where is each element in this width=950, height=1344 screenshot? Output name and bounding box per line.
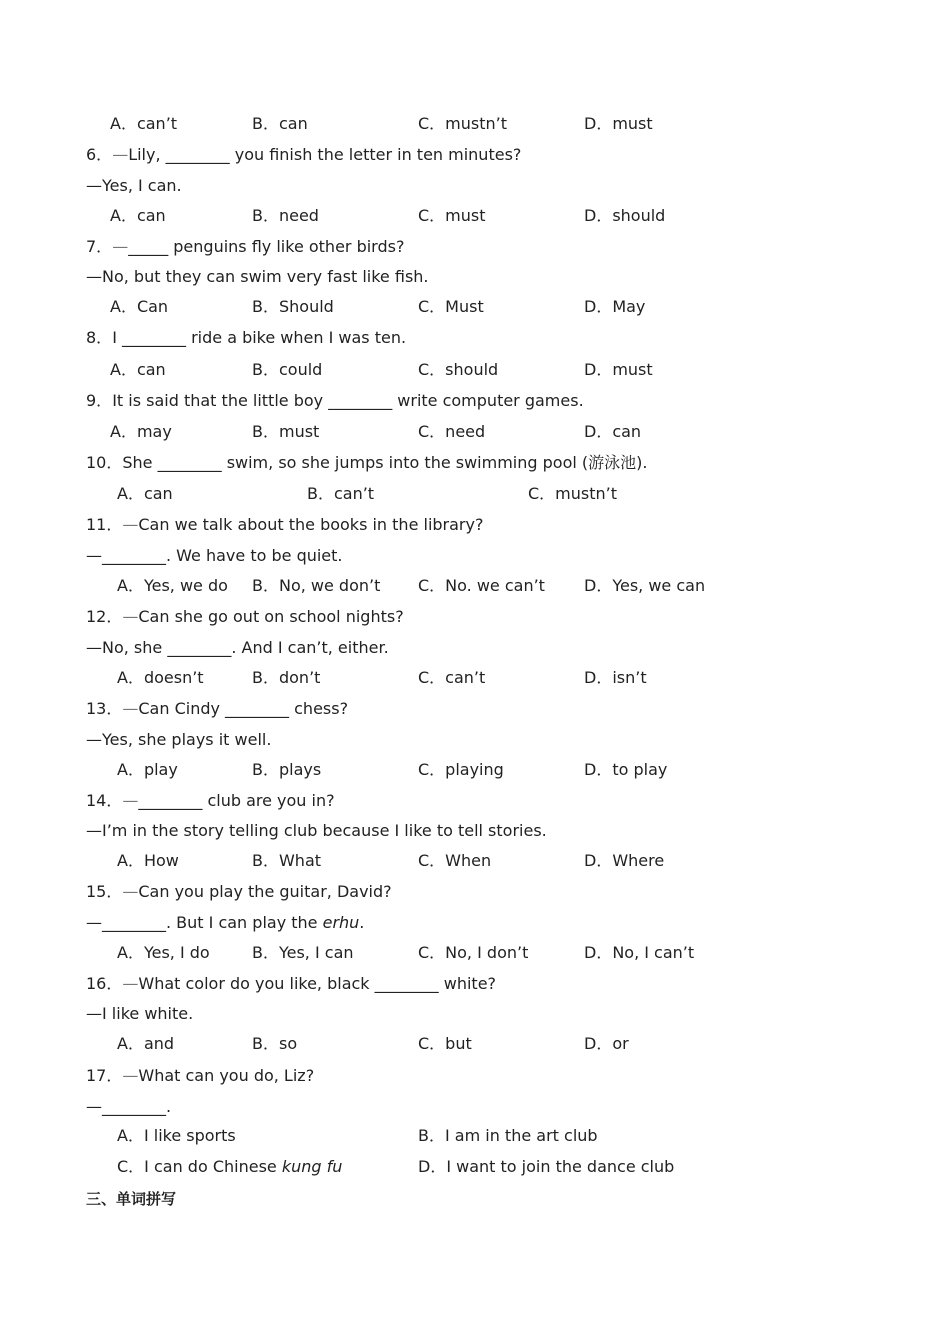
- q11-stem: [86, 515, 483, 535]
- q9-option-d: D．can: [584, 422, 642, 441]
- q15-option-b: B．Yes, I can: [252, 943, 354, 962]
- q9-option-a: A．may: [110, 422, 172, 441]
- q12-option-c: C．can’t: [418, 668, 486, 687]
- q10-option-a: A．can: [117, 484, 173, 503]
- q11-option-c: C．No. we can’t: [418, 576, 545, 595]
- q15-answer-period: .: [359, 913, 365, 932]
- q14-option-d: D．Where: [584, 851, 665, 870]
- q14-option-c: C．When: [418, 851, 492, 870]
- q17-option-c: [117, 1157, 342, 1177]
- q6-option-b: B．need: [252, 206, 319, 225]
- q14-option-b: B．What: [252, 851, 322, 870]
- q16-answer: —I like white.: [86, 1004, 194, 1023]
- q5-option-d: D．must: [584, 114, 653, 133]
- q13-dash: —: [122, 699, 139, 718]
- q13-option-c: C．playing: [418, 760, 504, 779]
- q14-stem: [86, 791, 335, 811]
- q5-option-c: C．mustn’t: [418, 114, 508, 133]
- q17-number: 17．: [86, 1066, 123, 1085]
- q11-number: 11．: [86, 515, 123, 534]
- q15-option-c: C．No, I don’t: [418, 943, 529, 962]
- q8-text: I ________ ride a bike when I was ten.: [112, 328, 407, 347]
- q6-option-d: D．should: [584, 206, 666, 225]
- q14-answer: —I’m in the story telling club because I like to tell stories.: [86, 821, 547, 840]
- q12-stem: [86, 607, 404, 627]
- q6-dash: —: [112, 145, 129, 164]
- q16-option-a: A．and: [117, 1034, 175, 1053]
- q13-option-b: B．plays: [252, 760, 322, 779]
- q14-dash: —: [122, 791, 139, 810]
- q15-dash: —: [122, 882, 139, 901]
- q14-number: 14．: [86, 791, 123, 810]
- q16-option-c: C．but: [418, 1034, 472, 1053]
- q10-option-c: C．mustn’t: [528, 484, 618, 503]
- q10-number: 10．: [86, 453, 123, 472]
- q6-number: 6．: [86, 145, 113, 164]
- q13-text: Can Cindy ________ chess?: [138, 699, 349, 718]
- q16-number: 16．: [86, 974, 123, 993]
- q9-number: 9．: [86, 391, 113, 410]
- q17-option-c-text: C．I can do Chinese: [117, 1157, 282, 1176]
- q8-option-c: C．should: [418, 360, 499, 379]
- q17-option-b: B．I am in the art club: [418, 1126, 598, 1145]
- q12-option-d: D．isn’t: [584, 668, 647, 687]
- q9-stem: [86, 391, 584, 411]
- q5-option-a: A．can’t: [110, 114, 178, 133]
- q15-number: 15．: [86, 882, 123, 901]
- q14-text: ________ club are you in?: [138, 791, 335, 810]
- q7-number: 7．: [86, 237, 113, 256]
- q12-number: 12．: [86, 607, 123, 626]
- q17-text: What can you do, Liz?: [138, 1066, 315, 1085]
- q15-text: Can you play the guitar, David?: [138, 882, 392, 901]
- q13-stem: [86, 699, 348, 719]
- q8-number: 8．: [86, 328, 113, 347]
- q5-option-b: B．can: [252, 114, 308, 133]
- q7-stem: [86, 237, 404, 257]
- q7-text: _____ penguins fly like other birds?: [128, 237, 405, 256]
- q10-text: She ________ swim, so she jumps into the swimming pool (游泳池).: [122, 453, 648, 472]
- section-3-heading: 三、单词拼写: [86, 1190, 177, 1208]
- q10-stem: [86, 453, 647, 473]
- q6-stem: [86, 145, 521, 165]
- q7-option-c: C．Must: [418, 297, 484, 316]
- q7-option-d: D．May: [584, 297, 646, 316]
- q12-text: Can she go out on school nights?: [138, 607, 404, 626]
- q9-text: It is said that the little boy ________ write computer games.: [112, 391, 584, 410]
- q12-option-a: A．doesn’t: [117, 668, 204, 687]
- q9-option-b: B．must: [252, 422, 320, 441]
- q10-option-b: B．can’t: [307, 484, 375, 503]
- q7-option-a: A．Can: [110, 297, 169, 316]
- q15-stem: [86, 882, 392, 902]
- q11-option-a: A．Yes, we do: [117, 576, 228, 595]
- q12-dash: —: [122, 607, 139, 626]
- q13-option-d: D．to play: [584, 760, 668, 779]
- q12-answer: —No, she ________. And I can’t, either.: [86, 638, 389, 657]
- q13-answer: —Yes, she plays it well.: [86, 730, 272, 749]
- q8-stem: [86, 328, 406, 348]
- q7-dash: —: [112, 237, 129, 256]
- q11-option-d: D．Yes, we can: [584, 576, 706, 595]
- q11-answer: —________. We have to be quiet.: [86, 546, 343, 565]
- q11-text: Can we talk about the books in the library?: [138, 515, 484, 534]
- q8-option-a: A．can: [110, 360, 166, 379]
- q6-answer: —Yes, I can.: [86, 176, 182, 195]
- q15-answer: [86, 913, 364, 933]
- q7-option-b: B．Should: [252, 297, 334, 316]
- q6-text: Lily, ________ you finish the letter in ten minutes?: [128, 145, 522, 164]
- q14-option-a: A．How: [117, 851, 179, 870]
- q8-option-b: B．could: [252, 360, 323, 379]
- q11-option-b: B．No, we don’t: [252, 576, 381, 595]
- q16-option-d: D．or: [584, 1034, 629, 1053]
- q17-stem: [86, 1066, 314, 1086]
- q13-option-a: A．play: [117, 760, 178, 779]
- q16-option-b: B．so: [252, 1034, 298, 1053]
- q17-option-d: D．I want to join the dance club: [418, 1157, 675, 1176]
- q8-option-d: D．must: [584, 360, 653, 379]
- q13-number: 13．: [86, 699, 123, 718]
- q15-option-a: A．Yes, I do: [117, 943, 210, 962]
- q12-option-b: B．don’t: [252, 668, 321, 687]
- q9-option-c: C．need: [418, 422, 486, 441]
- q16-dash: —: [122, 974, 139, 993]
- q17-option-a: A．I like sports: [117, 1126, 236, 1145]
- q16-text: What color do you like, black ________ white?: [138, 974, 497, 993]
- q6-option-a: A．can: [110, 206, 166, 225]
- q7-answer: —No, but they can swim very fast like fish.: [86, 267, 429, 286]
- q17-answer: —________.: [86, 1097, 172, 1116]
- q15-option-d: D．No, I can’t: [584, 943, 695, 962]
- q11-dash: —: [122, 515, 139, 534]
- q15-answer-italic: erhu: [322, 913, 360, 932]
- q6-option-c: C．must: [418, 206, 486, 225]
- q15-answer-text: —________. But I can play the: [86, 913, 323, 932]
- q17-option-c-italic: kung fu: [281, 1157, 343, 1176]
- q16-stem: [86, 974, 496, 994]
- q17-dash: —: [122, 1066, 139, 1085]
